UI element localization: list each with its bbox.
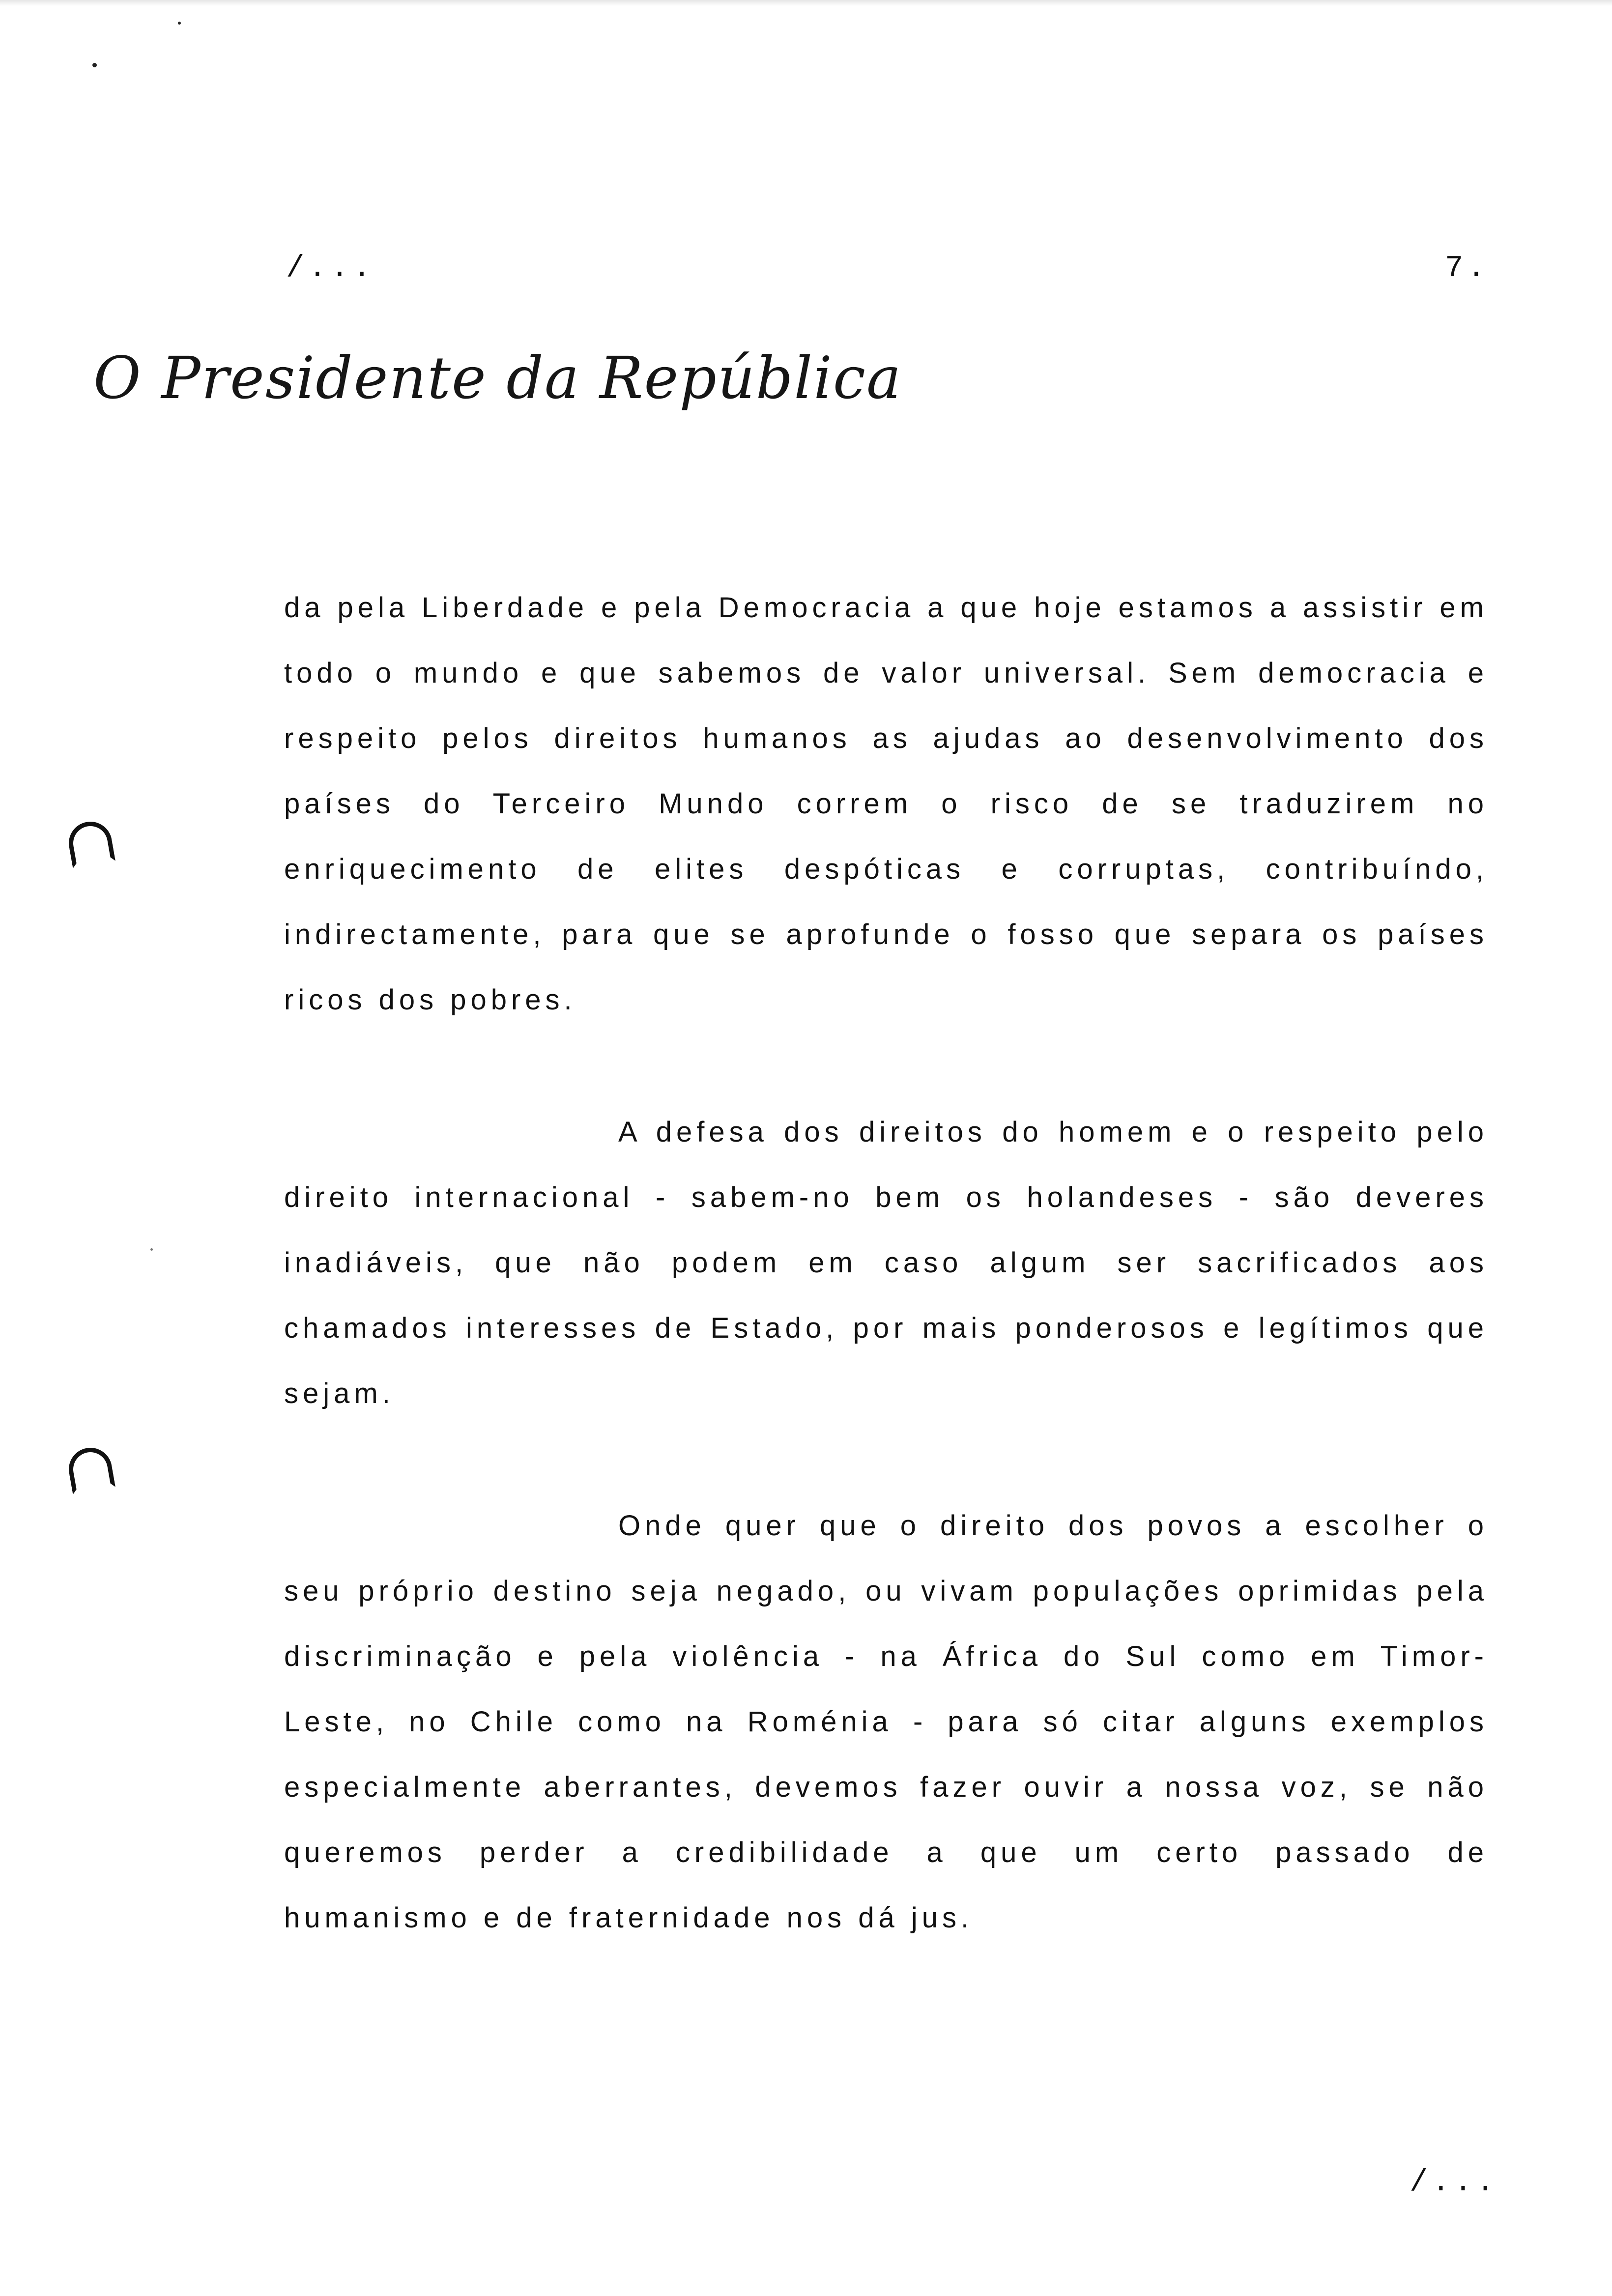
footer-continuation-mark: /... bbox=[1410, 2165, 1498, 2200]
binder-punch-mark bbox=[65, 1444, 115, 1494]
header-continuation-mark: /... bbox=[286, 251, 375, 286]
paragraph: A defesa dos direitos do homem e o respeito pelo direito internacional - sabem-no bem os holandeses - são deveres inadiáveis, que não podem em caso algum ser sacrificados aos chamados interesses de Estado, por mais ponderosos e legítimos que sejam. bbox=[284, 1116, 1488, 1409]
letterhead-signature-script: O Presidente da República bbox=[93, 344, 902, 412]
scan-speck bbox=[92, 63, 97, 67]
scan-speck bbox=[150, 1248, 153, 1251]
page-number: 7. bbox=[1445, 251, 1490, 286]
scan-edge bbox=[0, 0, 1612, 6]
paragraph: da pela Liberdade e pela Democracia a que hoje estamos a assistir em todo o mundo e que sabemos de valor universal. Sem democracia e respeito pelos direitos humanos as ajudas ao desenvolvimento dos países do Terceiro Mundo correm o risco de se traduzirem no enriquecimento de elites despóticas e corruptas, contribuíndo, indirectamente, para que se aprofunde o fosso que separa os países ricos dos pobres. bbox=[284, 592, 1488, 1016]
body-text bbox=[284, 575, 1488, 1951]
binder-punch-mark bbox=[65, 818, 115, 868]
scan-speck bbox=[178, 22, 181, 25]
paragraph: Onde quer que o direito dos povos a escolher o seu próprio destino seja negado, ou vivam populações oprimidas pela discriminação e pela violência - na África do Sul como em Timor-Leste, no Chile como na Roménia - para só citar alguns exemplos especialmente aberrantes, devemos fazer ouvir a nossa voz, se não queremos perder a credibilidade a que um certo passado de humanismo e de fraternidade nos dá jus. bbox=[284, 1510, 1488, 1934]
